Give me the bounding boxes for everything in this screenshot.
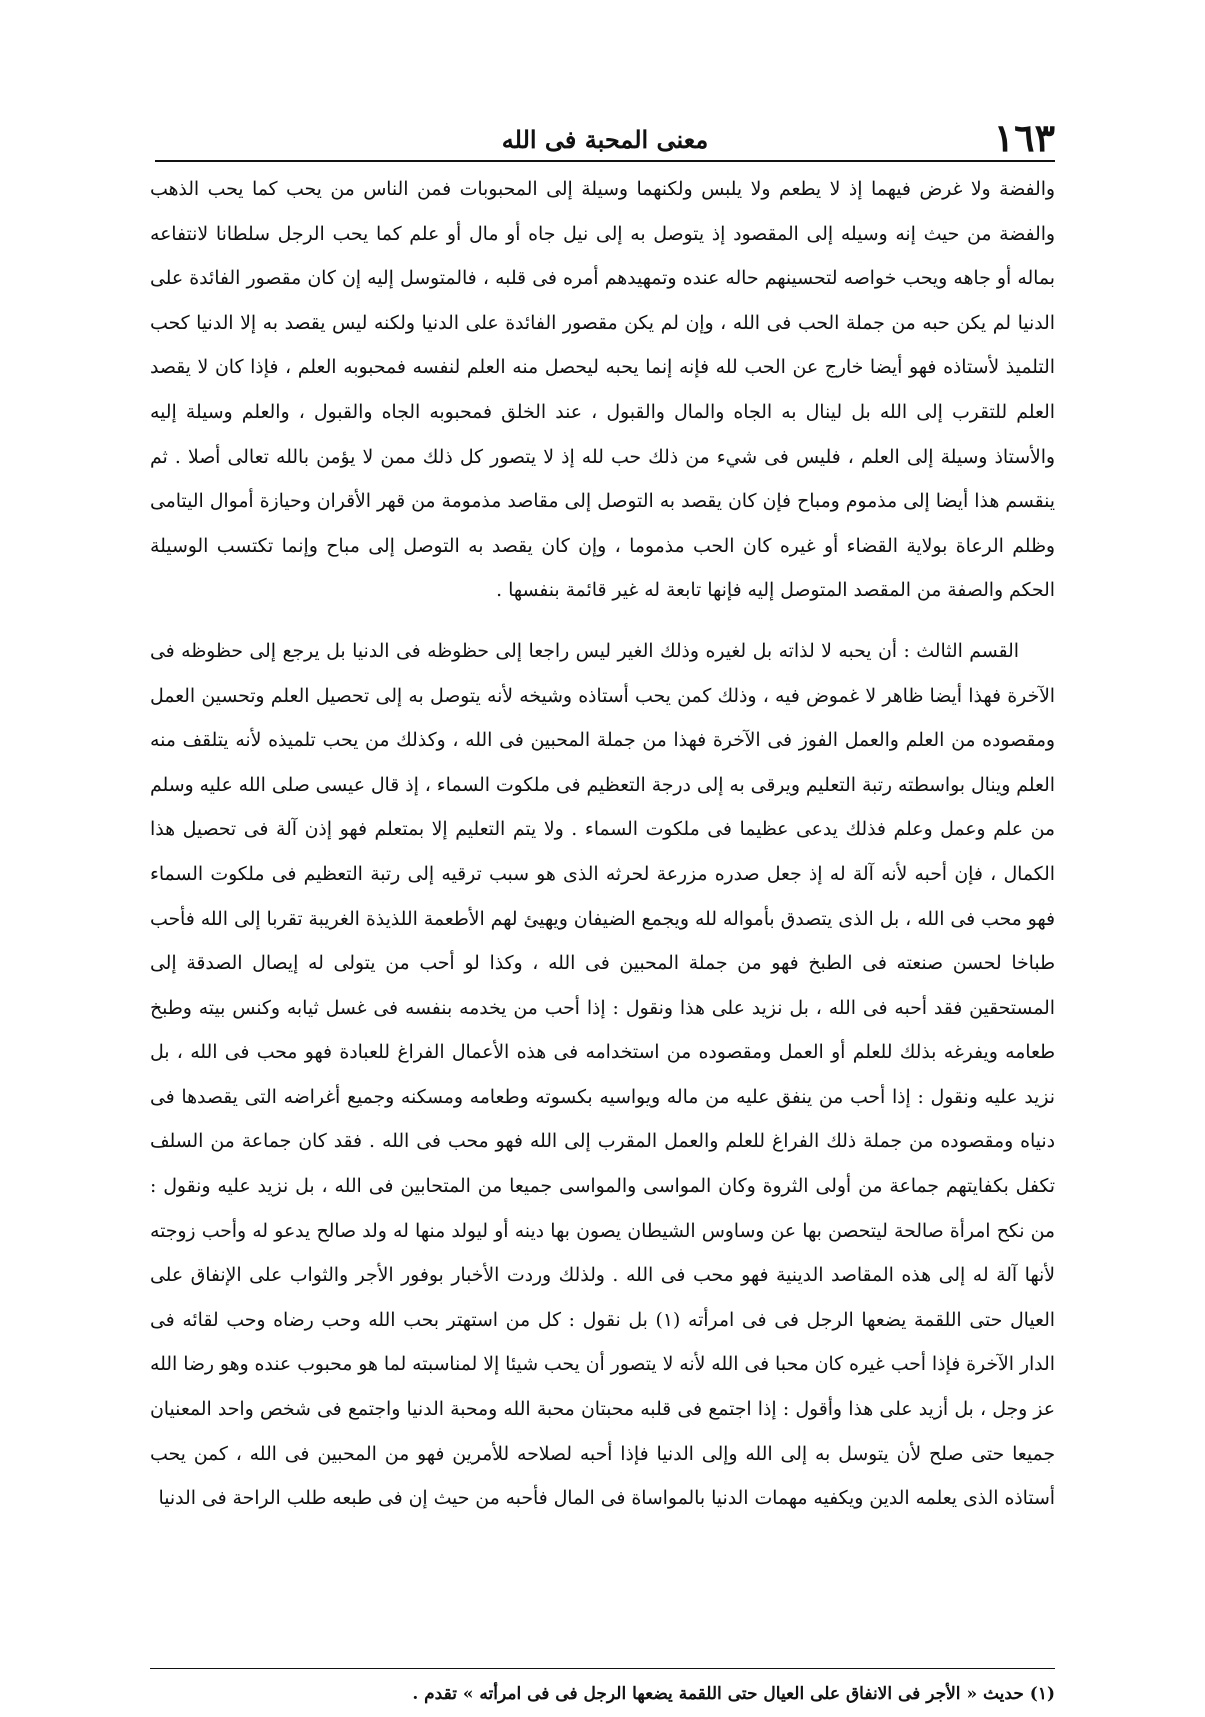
footnote-rule (150, 1668, 1055, 1669)
page-number: ١٦٣ (993, 115, 1055, 160)
header-rule (155, 160, 1055, 162)
page-header (155, 112, 1055, 172)
running-title: معنى المحبة فى الله (501, 125, 709, 154)
paragraph: والفضة ولا غرض فيهما إذ لا يطعم ولا يلبس ولكنهما وسيلة إلى المحبوبات فمن الناس من يحب كما يحب الذهب والفضة من حيث إنه وسيله إلى المقصود إذ يتوصل به إلى نيل جاه أو مال أو علم كما يحب الرجل سلطانا لانتفاعه بماله أو جاهه ويحب خواصه لتحسينهم حاله عنده وتمهيدهم أمره فى قلبه ، فالمتوسل إليه إن كان مقصور الفائدة على الدنيا لم يكن حبه من جملة الحب فى الله ، وإن لم يكن مقصور الفائدة على الدنيا ولكنه ليس يقصد به إلا الدنيا كحب التلميذ لأستاذه فهو أيضا خارج عن الحب لله فإنه إنما يحبه ليحصل منه العلم لنفسه فمحبوبه العلم ، فإذا كان لا يقصد العلم للتقرب إلى الله بل لينال به الجاه والمال والقبول ، عند الخلق فمحبوبه الجاه والقبول ، والعلم وسيلة إليه والأستاذ وسيلة إلى العلم ، فليس فى شيء من ذلك حب لله إذ لا يتصور كل ذلك ممن لا يؤمن بالله تعالى أصلا . ثم ينقسم هذا أيضا إلى مذموم ومباح فإن كان يقصد به التوصل إلى مقاصد مذمومة من قهر الأقران وحيازة أموال اليتامى وظلم الرعاة بولاية القضاء أو غيره كان الحب مذموما ، وإن كان يقصد به التوصل إلى مباح وإنما تكتسب الوسيلة الحكم والصفة من المقصد المتوصل إليه فإنها تابعة له غير قائمة بنفسها . (150, 179, 1055, 602)
footnote: (١) حديث « الأجر فى الانفاق على العيال حتى اللقمة يضعها الرجل فى فى امرأته » تقدم . (412, 1684, 1055, 1704)
body-text (150, 168, 1055, 1522)
paragraph: القسم الثالث : أن يحبه لا لذاته بل لغيره وذلك الغير ليس راجعا إلى حظوظه فى الدنيا بل يرجع إلى حظوظه فى الآخرة فهذا أيضا ظاهر لا غموض فيه ، وذلك كمن يحب أستاذه وشيخه لأنه يتوصل به إلى تحصيل العلم وتحسين العمل ومقصوده من العلم والعمل الفوز فى الآخرة فهذا من جملة المحبين فى الله ، وكذلك من يحب تلميذه لأنه يتلقف منه العلم وينال بواسطته رتبة التعليم ويرقى به إلى درجة التعظيم فى ملكوت السماء ، إذ قال عيسى صلى الله عليه وسلم من علم وعمل وعلم فذلك يدعى عظيما فى ملكوت السماء . ولا يتم التعليم إلا بمتعلم فهو إذن آلة فى تحصيل هذا الكمال ، فإن أحبه لأنه آلة له إذ جعل صدره مزرعة لحرثه الذى هو سبب ترقيه إلى رتبة التعظيم فى ملكوت السماء فهو محب فى الله ، بل الذى يتصدق بأمواله لله ويجمع الضيفان ويهيئ لهم الأطعمة اللذيذة الغريبة تقربا إلى الله فأحب طباخا لحسن صنعته فى الطبخ فهو من جملة المحبين فى الله ، وكذا لو أحب من يتولى له إيصال الصدقة إلى المستحقين فقد أحبه فى الله ، بل نزيد على هذا ونقول : إذا أحب من يخدمه بنفسه فى غسل ثيابه وكنس بيته وطبخ طعامه ويفرغه بذلك للعلم أو العمل ومقصوده من استخدامه فى هذه الأعمال الفراغ للعبادة فهو محب فى الله ، بل نزيد عليه ونقول : إذا أحب من ينفق عليه من ماله ويواسيه بكسوته وطعامه ومسكنه وجميع أغراضه التى يقصدها فى دنياه ومقصوده من جملة ذلك الفراغ للعلم والعمل المقرب إلى الله فهو محب فى الله . فقد كان جماعة من السلف تكفل بكفايتهم جماعة من أولى الثروة وكان المواسى والمواسى جميعا من المتحابين فى الله ، بل نزيد عليه ونقول : من نكح امرأة صالحة ليتحصن بها عن وساوس الشيطان يصون بها دينه أو ليولد منها له ولد صالح يدعو له وأحب زوجته لأنها آلة له إلى هذه المقاصد الدينية فهو محب فى الله . ولذلك وردت الأخبار بوفور الأجر والثواب على الإنفاق على العيال حتى اللقمة يضعها الرجل فى فى امرأته (١) بل نقول : كل من استهتر بحب الله وحب رضاه وحب لقائه فى الدار الآخرة فإذا أحب غيره كان محبا فى الله لأنه لا يتصور أن يحب شيئا إلا لمناسبته لما هو محبوب عنده وهو رضا الله عز وجل ، بل أزيد على هذا وأقول : إذا اجتمع فى قلبه محبتان محبة الله ومحبة الدنيا واجتمع فى شخص واحد المعنيان جميعا حتى صلح لأن يتوسل به إلى الله وإلى الدنيا فإذا أحبه لصلاحه للأمرين فهو من المحبين فى الله ، كمن يحب أستاذه الذى يعلمه الدين ويكفيه مهمات الدنيا بالمواساة فى المال فأحبه من حيث إن فى طبعه طلب الراحة فى الدنيا (150, 640, 1056, 1510)
